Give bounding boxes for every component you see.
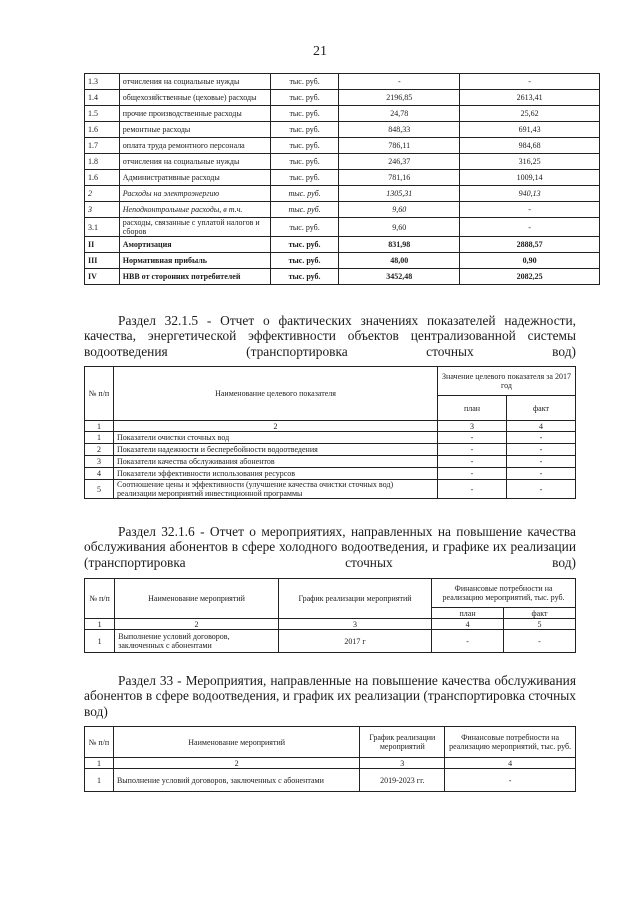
cost-row (85, 90, 600, 106)
cost-row-unit: тыс. руб. (270, 122, 338, 138)
t3-head-n: № п/п (85, 579, 115, 619)
t4-head-schedule: График реализации мероприятий (360, 727, 445, 758)
cost-row-value-plan: 9,60 (339, 218, 460, 237)
cost-row (85, 218, 600, 237)
t4-num-4: 4 (445, 758, 576, 769)
cost-row-value-plan: 48,00 (339, 253, 460, 269)
cost-row-value-plan: 786,11 (339, 138, 460, 154)
cost-row-unit: тыс. руб. (270, 218, 338, 237)
measures-2017-table (84, 578, 576, 653)
cost-row-value-fact: 2613,41 (460, 90, 600, 106)
t3-num-3: 3 (278, 619, 431, 630)
indicator-row-name: Показатели качества обслуживания абонентов (114, 456, 438, 468)
cost-row-value-fact: 1009,14 (460, 170, 600, 186)
cost-row-name: Неподконтрольные расходы, в т.ч. (119, 202, 270, 218)
t2-head-value: Значение целевого показателя за 2017 год (438, 367, 576, 396)
indicator-row (85, 480, 576, 499)
t4-row (85, 769, 576, 792)
cost-row-name: расходы, связанные с уплатой налогов и сборов (119, 218, 270, 237)
cost-row-unit: тыс. руб. (270, 74, 338, 90)
t2-head-plan: план (438, 396, 507, 421)
t3-num-2: 2 (115, 619, 279, 630)
t3-head-name: Наименование мероприятий (115, 579, 279, 619)
cost-row-value-fact: 984,68 (460, 138, 600, 154)
cost-row-unit: тыс. руб. (270, 154, 338, 170)
cost-row-name: Нормативная прибыль (119, 253, 270, 269)
t2-head-name: Наименование целевого показателя (114, 367, 438, 421)
section-33-text: Раздел 33 - Мероприятия, направленные на повышение качества обслуживания абонентов в сфере водоотведения, и график их реализации (транспортировка сточных вод) (84, 673, 576, 719)
indicator-row-name: Показатели очистки сточных вод (114, 432, 438, 444)
cost-row-value-plan: - (339, 74, 460, 90)
indicator-row-name: Показатели надежности и бесперебойности водоотведения (114, 444, 438, 456)
indicator-row-name: Показатели эффективности использования ресурсов (114, 468, 438, 480)
cost-row-number: 1.3 (85, 74, 120, 90)
indicator-row (85, 456, 576, 468)
cost-row-value-plan: 848,33 (339, 122, 460, 138)
t3-num-5: 5 (504, 619, 576, 630)
cost-row (85, 237, 600, 253)
cost-row-unit: тыс. руб. (270, 106, 338, 122)
cost-row-value-fact: 940,13 (460, 186, 600, 202)
t3-row-n: 1 (85, 630, 115, 653)
cost-row-name: НВВ от сторонних потребителей (119, 269, 270, 285)
cost-row-number: IV (85, 269, 120, 285)
indicator-row-name: Соотношение цены и эффективности (улучшение качества очистки сточных вод) реализации мероприятий инвестиционной программы (114, 480, 438, 499)
cost-row-name: оплата труда ремонтного персонала (119, 138, 270, 154)
indicator-row-plan: - (438, 480, 507, 499)
t3-num-4: 4 (432, 619, 504, 630)
cost-row-value-fact: 2888,57 (460, 237, 600, 253)
measures-2019-2023-table (84, 726, 576, 792)
cost-row-unit: тыс. руб. (270, 269, 338, 285)
t3-row-schedule: 2017 г (278, 630, 431, 653)
indicator-row-number: 2 (85, 444, 114, 456)
t4-row-finance: - (445, 769, 576, 792)
cost-row-unit: тыс. руб. (270, 170, 338, 186)
indicator-row-number: 5 (85, 480, 114, 499)
cost-row (85, 170, 600, 186)
t4-head-finance: Финансовые потребности на реализацию мероприятий, тыс. руб. (445, 727, 576, 758)
cost-table-body (85, 74, 600, 285)
indicator-row-fact: - (507, 444, 576, 456)
cost-row-number: 2 (85, 186, 120, 202)
cost-row (85, 154, 600, 170)
cost-row-number: 1.5 (85, 106, 120, 122)
t2-head-fact: факт (507, 396, 576, 421)
t4-row-schedule: 2019-2023 гг. (360, 769, 445, 792)
cost-row-name: отчисления на социальные нужды (119, 74, 270, 90)
cost-row-value-fact: 25,62 (460, 106, 600, 122)
cost-row-value-plan: 3452,48 (339, 269, 460, 285)
cost-row-unit: тыс. руб. (270, 253, 338, 269)
t3-head-fact: факт (504, 608, 576, 619)
cost-row (85, 253, 600, 269)
t2-num-4: 4 (507, 421, 576, 432)
t3-head-schedule: График реализации мероприятий (278, 579, 431, 619)
t4-head-n: № п/п (85, 727, 114, 758)
cost-row (85, 269, 600, 285)
cost-row-name: Расходы на электроэнергию (119, 186, 270, 202)
indicator-row-number: 3 (85, 456, 114, 468)
cost-row-number: 3.1 (85, 218, 120, 237)
indicator-row (85, 444, 576, 456)
t2-num-1: 1 (85, 421, 114, 432)
cost-row-number: 1.6 (85, 170, 120, 186)
indicators-table-body (85, 432, 576, 499)
t3-row-fact: - (504, 630, 576, 653)
indicator-row-plan: - (438, 444, 507, 456)
indicators-table (84, 366, 576, 499)
cost-row (85, 138, 600, 154)
cost-row-value-fact: - (460, 218, 600, 237)
t4-row-n: 1 (85, 769, 114, 792)
t4-num-3: 3 (360, 758, 445, 769)
t3-head-plan: план (432, 608, 504, 619)
section-32-1-6-heading (84, 524, 576, 570)
cost-row-name: ремонтные расходы (119, 122, 270, 138)
t3-row-name: Выполнение условий договоров, заключенных с абонентами (115, 630, 279, 653)
cost-row (85, 106, 600, 122)
t4-num-1: 1 (85, 758, 114, 769)
cost-row-number: III (85, 253, 120, 269)
cost-row-number: II (85, 237, 120, 253)
indicator-row-plan: - (438, 456, 507, 468)
cost-row-value-plan: 246,37 (339, 154, 460, 170)
page-number: 21 (313, 44, 327, 59)
t4-num-2: 2 (113, 758, 359, 769)
cost-row-value-fact: - (460, 74, 600, 90)
cost-row (85, 122, 600, 138)
cost-row-value-plan: 24,78 (339, 106, 460, 122)
t4-row-name: Выполнение условий договоров, заключенных с абонентами (113, 769, 359, 792)
cost-row-number: 1.4 (85, 90, 120, 106)
cost-row-value-fact: 691,43 (460, 122, 600, 138)
t3-num-1: 1 (85, 619, 115, 630)
section-32-1-6-text: Раздел 32.1.6 - Отчет о мероприятиях, направленных на повышение качества обслуживания абонентов в сфере холодного водоотведения, и графике их реализации (транспортировка сточных вод) (84, 524, 576, 570)
t3-row (85, 630, 576, 653)
indicator-row-number: 1 (85, 432, 114, 444)
cost-row-name: прочие производственные расходы (119, 106, 270, 122)
section-33-heading (84, 673, 576, 719)
cost-row-value-plan: 1305,31 (339, 186, 460, 202)
cost-table (84, 73, 600, 285)
cost-row-unit: тыс. руб. (270, 186, 338, 202)
cost-row (85, 74, 600, 90)
indicator-row-fact: - (507, 480, 576, 499)
cost-row-unit: тыс. руб. (270, 202, 338, 218)
cost-row-name: Амортизация (119, 237, 270, 253)
indicator-row-fact: - (507, 468, 576, 480)
cost-row-number: 1.6 (85, 122, 120, 138)
cost-row-value-fact: 0,90 (460, 253, 600, 269)
cost-row-value-fact: - (460, 202, 600, 218)
section-32-1-5-text: Раздел 32.1.5 - Отчет о фактических значениях показателей надежности, качества, энергетической эффективности объектов централизованной системы водоотведения (транспортировка сточных вод) (84, 313, 576, 359)
cost-row-number: 1.8 (85, 154, 120, 170)
t3-row-plan: - (432, 630, 504, 653)
indicator-row-plan: - (438, 432, 507, 444)
cost-row-value-plan: 781,16 (339, 170, 460, 186)
cost-row-number: 1.7 (85, 138, 120, 154)
indicator-row-plan: - (438, 468, 507, 480)
cost-row-name: Административные расходы (119, 170, 270, 186)
cost-row (85, 186, 600, 202)
cost-row-value-plan: 2196,85 (339, 90, 460, 106)
cost-row-value-plan: 9,60 (339, 202, 460, 218)
t2-num-2: 2 (114, 421, 438, 432)
indicator-row (85, 432, 576, 444)
cost-row-number: 3 (85, 202, 120, 218)
t2-head-n: № п/п (85, 367, 114, 421)
cost-row-unit: тыс. руб. (270, 138, 338, 154)
cost-row-value-fact: 2082,25 (460, 269, 600, 285)
indicator-row-number: 4 (85, 468, 114, 480)
indicator-row-fact: - (507, 456, 576, 468)
section-32-1-5-heading (84, 313, 576, 359)
t4-head-name: Наименование мероприятий (113, 727, 359, 758)
t3-head-finance: Финансовые потребности на реализацию мероприятий, тыс. руб. (432, 579, 576, 608)
cost-row-value-fact: 316,25 (460, 154, 600, 170)
cost-row-name: общехозяйственные (цеховые) расходы (119, 90, 270, 106)
cost-row-unit: тыс. руб. (270, 237, 338, 253)
indicator-row-fact: - (507, 432, 576, 444)
cost-row-unit: тыс. руб. (270, 90, 338, 106)
indicator-row (85, 468, 576, 480)
cost-row-name: отчисления на социальные нужды (119, 154, 270, 170)
cost-row-value-plan: 831,98 (339, 237, 460, 253)
t2-num-3: 3 (438, 421, 507, 432)
cost-row (85, 202, 600, 218)
